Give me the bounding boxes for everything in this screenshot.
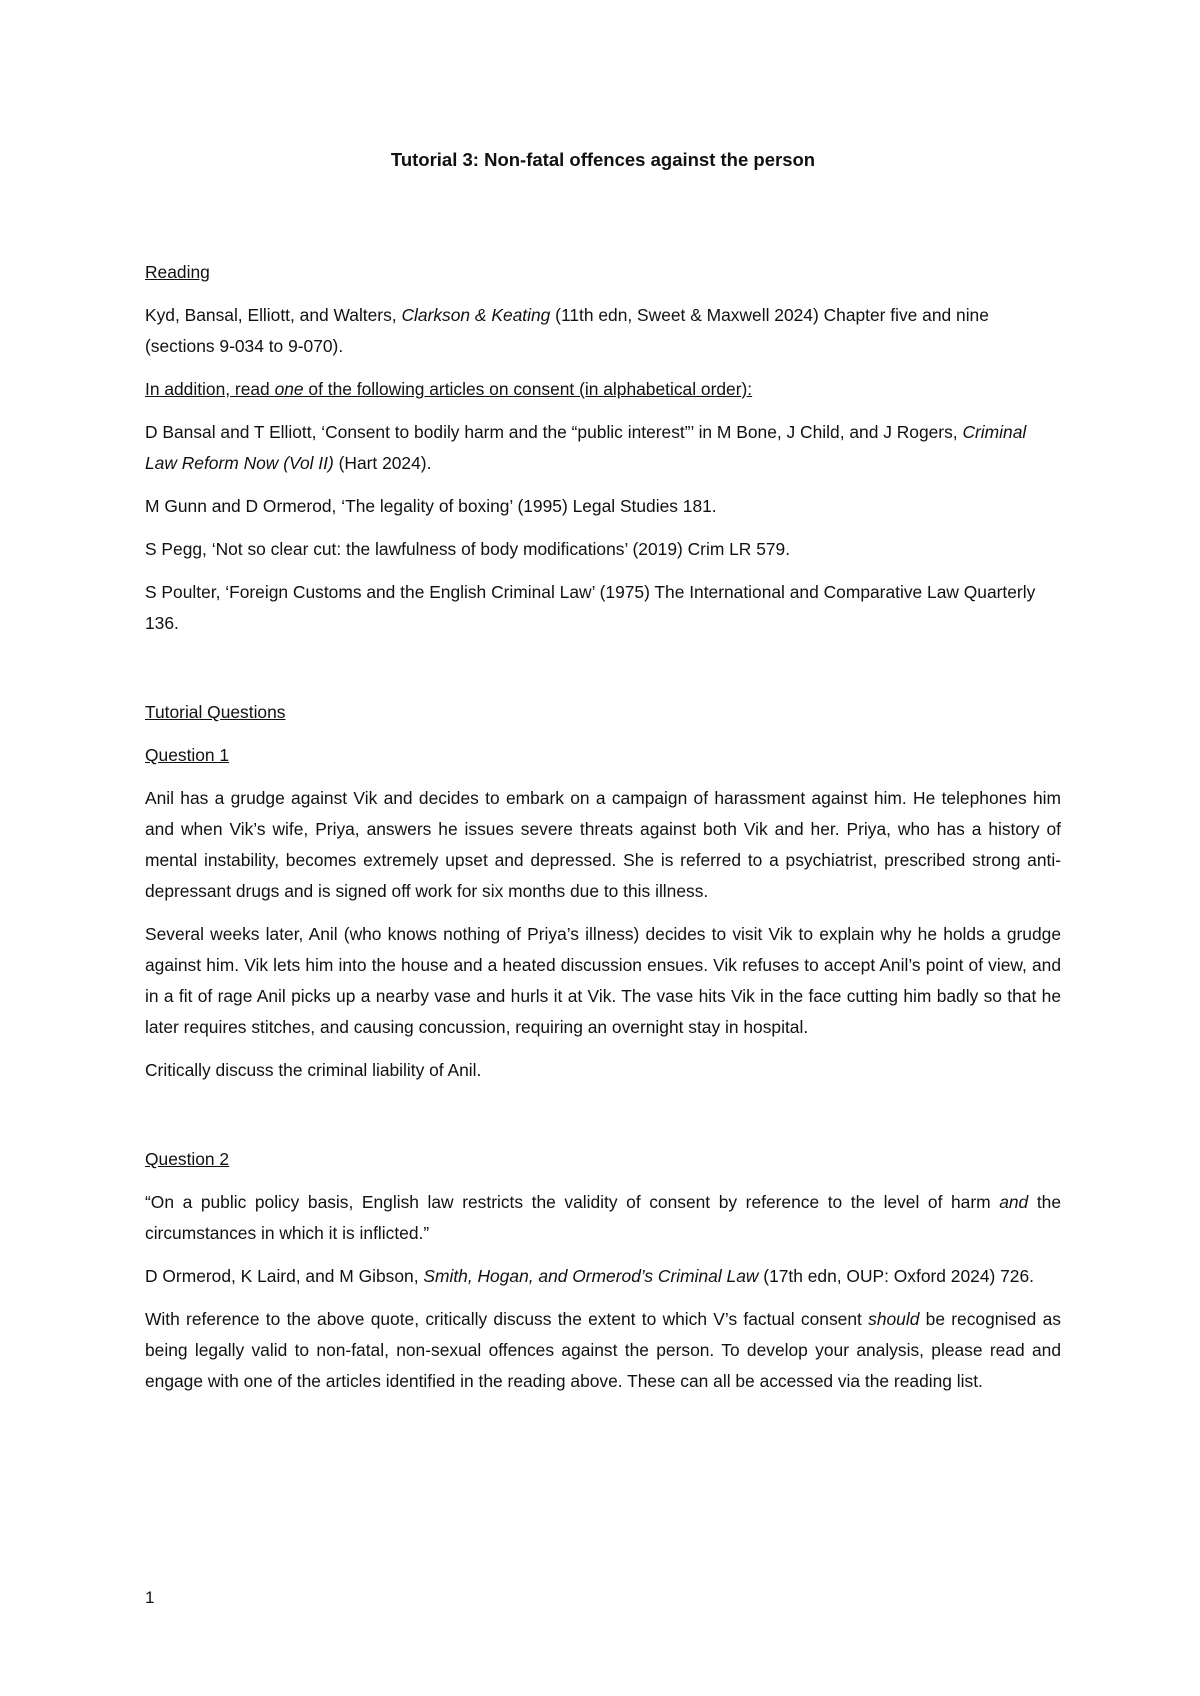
textbook-reference — [145, 300, 1061, 362]
document-body — [145, 146, 1061, 1409]
textbook-details: (11th edn, Sweet & Maxwell 2024) Chapter five and nine (sections 9-034 to 9-070). — [145, 305, 989, 356]
article-gunn-ormerod: M Gunn and D Ormerod, ‘The legality of boxing’ (1995) Legal Studies 181. — [145, 496, 717, 516]
question-1-heading: Question 1 — [145, 745, 230, 765]
question-2-citation: D Ormerod, K Laird, and M Gibson, Smith, Hogan, and Ormerod’s Criminal Law (17th edn, OUP: Oxford 2024) 726. — [145, 1266, 1034, 1286]
article-pegg: S Pegg, ‘Not so clear cut: the lawfulness of body modifications’ (2019) Crim LR 579. — [145, 539, 791, 559]
textbook-authors: Kyd, Bansal, Elliott, and Walters, — [145, 305, 402, 325]
question-2-task: With reference to the above quote, critically discuss the extent to which V’s factual consent should be recognised as being legally valid to non-fatal, non-sexual offences against the person. To develop your analysis, please read and engage with one of the articles identified in the reading above. These can all be accessed via the reading list. — [145, 1309, 1061, 1391]
question-2-quote: “On a public policy basis, English law restricts the validity of consent by reference to the level of harm and the circumstances in which it is inflicted.” — [145, 1192, 1061, 1243]
additional-reading-instruction: In addition, read one of the following articles on consent (in alphabetical order): — [145, 379, 753, 399]
question-2-heading: Question 2 — [145, 1149, 230, 1169]
question-1-paragraph-1: Anil has a grudge against Vik and decides to embark on a campaign of harassment against him. He telephones him and when Vik’s wife, Priya, answers he issues severe threats against both Vik and her. Priya, who has a history of mental instability, becomes extremely upset and depressed. She is referred to a psychiatrist, prescribed strong anti-depressant drugs and is signed off work for six months due to this illness. — [145, 788, 1061, 901]
question-1-task: Critically discuss the criminal liability of Anil. — [145, 1060, 482, 1080]
article-bansal-elliott: D Bansal and T Elliott, ‘Consent to bodily harm and the “public interest”’ in M Bone, J Child, and J Rogers, Criminal Law Reform Now (Vol II) (Hart 2024). — [145, 422, 1027, 473]
page-number: 1 — [145, 1588, 155, 1607]
tutorial-questions-heading: Tutorial Questions — [145, 702, 286, 722]
textbook-title: Clarkson & Keating — [401, 305, 551, 325]
question-1-paragraph-2: Several weeks later, Anil (who knows nothing of Priya’s illness) decides to visit Vik to explain why he holds a grudge against him. Vik lets him into the house and a heated discussion ensues. Vik refuses to accept Anil’s point of view, and in a fit of rage Anil picks up a nearby vase and hurls it at Vik. The vase hits Vik in the face cutting him badly so that he later requires stitches, and causing concussion, requiring an overnight stay in hospital. — [145, 924, 1061, 1037]
document-title: Tutorial 3: Non-fatal offences against the person — [390, 149, 816, 170]
book-title: Criminal Law Reform Now (Vol II) — [145, 422, 1027, 473]
citation-book-title: Smith, Hogan, and Ormerod’s Criminal Law — [423, 1266, 759, 1286]
reading-heading: Reading — [145, 262, 210, 282]
article-poulter: S Poulter, ‘Foreign Customs and the English Criminal Law’ (1975) The International and Comparative Law Quarterly 136. — [145, 582, 1036, 633]
